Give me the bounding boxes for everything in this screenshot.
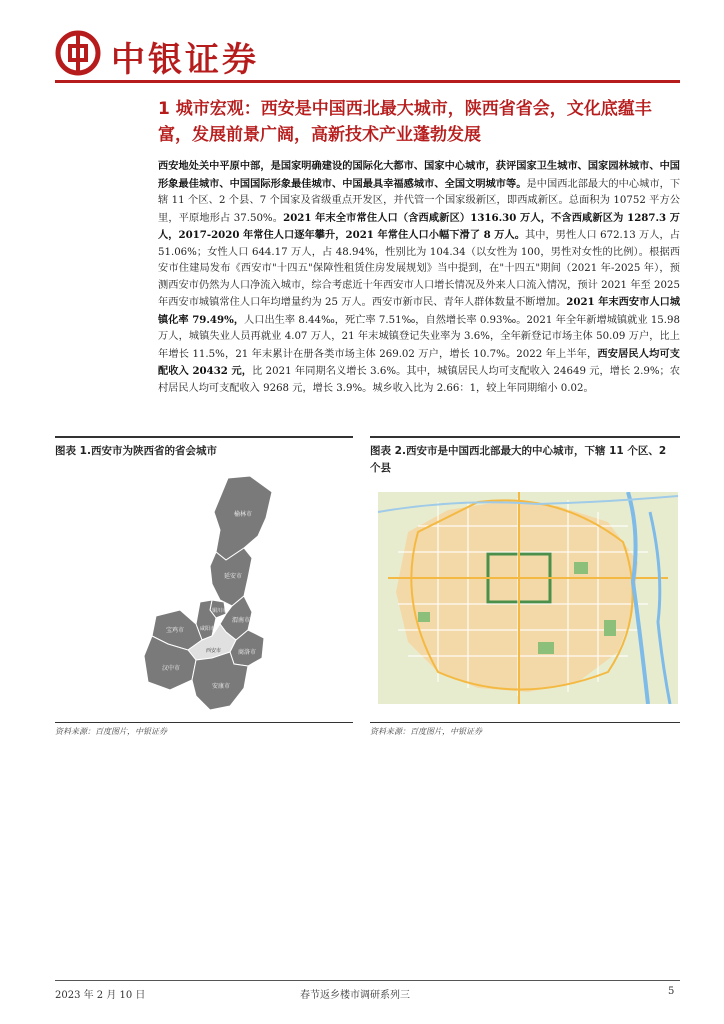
xian-city-map (378, 492, 678, 704)
page-header (55, 30, 680, 82)
figure-1-bottom-rule (55, 722, 353, 723)
body-paragraph (158, 158, 680, 397)
footer-page-number: 5 (668, 986, 675, 997)
map-label-yanan: 延安市 (224, 573, 243, 580)
map-label-ankang: 安康市 (212, 683, 231, 690)
figure-1-title: 图表 1.西安市为陕西省的省会城市 (55, 445, 217, 457)
map-park-1 (418, 612, 430, 622)
map-park-2 (574, 562, 588, 574)
body-text-p8: 比 2021 年同期名义增长 3.6%。其中，城镇居民人均可支配收入 24649 元，增长 2.9%；农村居民人均可支配收入 9268 元，增长 3.9%。城乡收入比为 2.66：1，较上年同期缩小 0.02。 (158, 366, 680, 394)
footer-date: 2023 年 2 月 10 日 (55, 990, 146, 1001)
header-divider (55, 80, 680, 83)
map-label-weinan: 渭南市 (232, 617, 251, 624)
map-label-baoji: 宝鸡市 (166, 627, 185, 634)
figure-1-source: 资料来源：百度图片，中银证券 (55, 727, 167, 736)
body-text-p2: 是中国西北部最大的中心城市，下辖 11 个区、2 个县、7 个国家及省级重点开发区，并代管一个国家级新区，即西咸新区。总面积为 10752 平方公里，平原地形占 37.50%。 (158, 178, 681, 224)
figure-2-bottom-rule (370, 722, 680, 723)
body-text-p6: 人口出生率 8.44‰，死亡率 7.51‰，自然增长率 0.93‰。2021 年全年新增城镇就业 15.98 万人，城镇失业人员再就业 4.07 万人，21 年末城镇登记失业率为 3.6%，全年新登记市场主体 50.09 万户，比上年增长 11.5%，21 年末累计在册各类市场主体 269.02 万户，增长 10.7%。2022 年上半年， (158, 314, 680, 360)
body-text-p3: 2021 年末全市常住人口（含西咸新区）1316.30 万人，不含西咸新区为 1287.3 万人，2017-2020 年常住人口逐年攀升，2021 年常住人口小幅下滑了 8 万人。 (158, 211, 680, 241)
map-park-3 (538, 642, 554, 654)
bank-of-china-logo-icon (55, 30, 101, 76)
map-park-4 (604, 620, 616, 636)
map-label-tongchuan: 铜川市 (212, 608, 228, 614)
shaanxi-province-map (140, 474, 280, 714)
map-label-xianyang: 咸阳市 (200, 626, 216, 632)
section-title: 1 城市宏观：西安是中国西北最大城市，陕西省省会，文化底蕴丰富，发展前景广阔，高新技术产业蓬勃发展 (158, 99, 652, 145)
body-text-p4: 其中，男性人口 672.13 万人，占 51.06%；女性人口 644.17 万人，占 48.94%，性别比为 104.34（以女性为 100，男性对女性的比例）。根据西安市住建局发布《西安市"十四五"保障性租赁住房发展规划》当中提到，在"十四五"期间（2021 年-2025 年），预测西安市仍然为人口净流入城市，综合考虑近十年西安市人口增长情况及外来人口流入情况，预计 2021 年至 2025 年西安市城镇常住人口年均增量约为 25 万人。西安市新市民、青年人群体数量不断增加。 (158, 230, 680, 308)
body-text-p5: 2021 年末西安市人口城镇化率 79.49%， (158, 296, 681, 326)
body-text-p7: 西安居民人均可支配收入 20432 元， (158, 347, 680, 377)
map-label-yulin: 榆林市 (234, 511, 253, 518)
map-label-hanzhong: 汉中市 (162, 665, 181, 672)
figure-2 (370, 436, 680, 477)
footer-divider (55, 980, 680, 981)
figure-1 (55, 436, 353, 460)
map-region-yulin (214, 476, 272, 560)
map-label-shangluo: 商洛市 (238, 649, 257, 656)
figure-2-source: 资料来源：百度图片，中银证券 (370, 727, 482, 736)
body-text-p1: 西安地处关中平原中部，是国家明确建设的国际化大都市、国家中心城市，获评国家卫生城市、国家园林城市、中国形象最佳城市、中国国际形象最佳城市、中国最具幸福感城市、全国文明城市等。 (158, 160, 680, 190)
map-label-xian: 西安市 (206, 648, 222, 654)
figure-2-title: 图表 2.西安市是中国西北部最大的中心城市，下辖 11 个区、2 个县 (370, 445, 667, 474)
footer-report-title: 春节返乡楼市调研系列三 (300, 990, 410, 1001)
brand-name: 中银证券 (111, 40, 259, 80)
